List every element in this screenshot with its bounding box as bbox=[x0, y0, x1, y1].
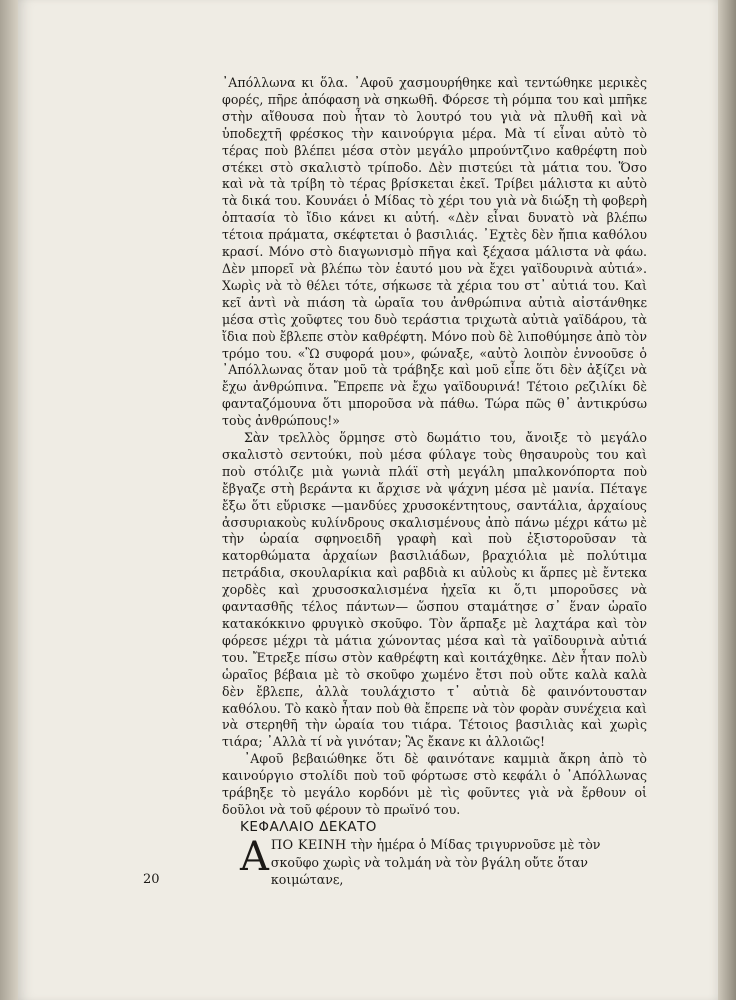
drop-cap: Α bbox=[240, 834, 269, 880]
chapter-opening bbox=[240, 836, 650, 888]
chapter-first-word: ΠΟ ΚΕΙΝΗ bbox=[270, 838, 347, 853]
page-number: 20 bbox=[143, 872, 160, 887]
chapter-first-line-rest: τὴν ἡμέρα ὁ Μίδας τριγυρνοῦσε μὲ τὸν bbox=[346, 837, 601, 852]
body-text bbox=[222, 75, 647, 819]
chapter-first-line bbox=[240, 836, 650, 854]
page-edge-left bbox=[0, 0, 18, 1000]
page-edge-right bbox=[718, 0, 736, 1000]
chapter-heading: ΚΕΦΑΛΑΙΟ ΔΕΚΑΤΟ bbox=[240, 819, 377, 835]
paragraph-1: ᾿Απόλλωνα κι ὅλα. ᾿Αφοῦ χασμουρήθηκε καὶ τεντώθηκε μερικὲς φορές, πῆρε ἀπόφαση νὰ σηκωθῆ. Φόρεσε τὴ ρόμπα του καὶ μπῆκε στὴν αἴθουσα ποὺ ἦταν τὸ λουτρό του γιὰ νὰ πλυθῆ καὶ νὰ ὑποδεχτῆ φρέσκος τὴν καινούργια μέρα. Μὰ τί εἶναι αὐτὸ τὸ τέρας ποὺ βλέπει μέσα στὸν μεγάλο μπρούντζινο καθρέφτη ποὺ στέκει στὸ σκαλιστὸ τρίποδο. Δὲν πιστεύει τὰ μάτια του. Ὅσο καὶ νὰ τὰ τρίβη τὸ τέρας βρίσκεται ἐκεῖ. Τρίβει μάλιστα κι αὐτὸ τὰ δικά του. Κουνάει ὁ Μίδας τὸ χέρι του γιὰ νὰ διώξη τὴ φοβερὴ ὀπτασία τὸ ἴδιο κάνει κι αὐτή. «Δὲν εἶναι δυνατὸ νὰ βλέπω τέτοια πράματα, σκέφτεται ὁ βασιλιάς. ᾿Εχτὲς δὲν ἤπια καθόλου κρασί. Μόνο στὸ διαγωνισμὸ πῆγα καὶ ξέχασα μάλιστα νὰ φάω. Δὲν μπορεῖ νὰ βλέπω τὸν ἑαυτό μου νὰ ἔχει γαϊδουρινὰ αὐτιά». Χωρὶς νὰ τὸ θέλει τότε, σήκωσε τὰ χέρια του στ᾿ αὐτιά του. Καὶ κεῖ ἀντὶ νὰ πιάση τὰ ὡραῖα του ἀνθρώπινα αὐτιὰ αἰστάνθηκε μέσα στὶς χοῦφτες του δυὸ τεράστια τριχωτὰ αὐτιὰ γαϊδάρου, τὰ ἴδια ποὺ ἔβλεπε στὸν καθρέφτη. Μόνο ποὺ δὲ λιποθύμησε ἀπὸ τὸν τρόμο του. «Ὢ συφορά μου», φώναξε, «αὐτὸ λοιπὸν ἐννοοῦσε ὁ ᾿Απόλλωνας ὅταν μοῦ τὰ τράβηξε καὶ μοῦ εἶπε ὅτι δὲν ἀξίζει νὰ ἔχω ἀνθρώπινα. Ἔπρεπε νὰ ἔχω γαϊδουρινά! Τέτοιο ρεζιλίκι δὲ φανταζόμουνα ὅτι μποροῦσα νὰ πάθω. Τώρα πῶς θ᾿ ἀντικρύσω τοὺς ἀνθρώπους!» bbox=[222, 75, 647, 429]
paragraph-3: ᾿Αφοῦ βεβαιώθηκε ὅτι δὲ φαινότανε καμμιὰ ἄκρη ἀπὸ τὸ καινούργιο στολίδι ποὺ τοῦ φόρτωσε στὸ κεφάλι ὁ ᾿Απόλλωνας τράβηξε τὸ μεγάλο κορδόνι μὲ τὶς φοῦντες γιὰ νὰ ἔρθουν οἱ δοῦλοι νὰ τοῦ φέρουν τὸ πρωϊνό του. bbox=[222, 751, 647, 817]
chapter-second-line: σκοῦφο χωρὶς νὰ τολμάη νὰ τὸν βγάλη οὔτε ὅταν κοιμώτανε, bbox=[270, 855, 588, 887]
paragraph-2: Σὰν τρελλὸς ὅρμησε στὸ δωμάτιο του, ἄνοιξε τὸ μεγάλο σκαλιστὸ σεντούκι, ποὺ μέσα φύλαγε τοὺς θησαυροὺς του καὶ ποὺ στόλιζε μιὰ γωνιὰ πλάϊ στὴ μεγάλη μπαλκονόπορτα ποὺ ἔβγαζε στὴ βεράντα κι ἄρχισε νὰ ψάχνη μέσα μὲ μανία. Πέταγε ἔξω ὅτι εὕρισκε —μανδύες χρυσοκέντητους, σαντάλια, ἀρχαίους ἀσσυριακοὺς κυλίνδρους σκαλισμένους ἀπὸ πάνω μέχρι κάτω μὲ τὴν ὡραία σφηνοειδῆ γραφὴ καὶ ποὺ ἐξιστοροῦσαν τὰ κατορθώματα ἀρχαίων βασιλιάδων, βραχιόλια μὲ πολύτιμα πετράδια, σκουλαρίκια καὶ ραβδιὰ κι αὐλοὺς κι ἅρπες μὲ ἔντεκα χορδὲς καὶ χρυσοσκαλισμένα ἠχεῖα κι ὅ,τι μποροῦσες νὰ φαντασθῆς τέλος πάντων— ὥσπου σταμάτησε σ᾿ ἕναν ὡραῖο κατακόκκινο φρυγικὸ σκοῦφο. Τὸν ἅρπαξε μὲ λαχτάρα καὶ τὸν φόρεσε μέχρι τὰ μάτια χώνοντας μέσα καὶ τὰ γαϊδουρινὰ αὐτιά του. Ἔτρεξε πίσω στὸν καθρέφτη καὶ κοιτάχθηκε. Δὲν ἦταν πολὺ ὡραῖος βέβαια μὲ τὸ σκοῦφο χωμένο ἔτσι ποὺ οὔτε καλὰ καλὰ δὲν ἔβλεπε, ἀλλὰ τουλάχιστο τ᾿ αὐτιὰ δὲ φαινόντουσταν καθόλου. Τὸ κακὸ ἦταν ποὺ θὰ ἔπρεπε νὰ τὸν φορὰν συνέχεια καὶ νὰ στερηθῆ τὴν ὡραία του τιάρα. Τέτοιος βασιλιὰς καὶ χωρὶς τιάρα; ᾿Αλλὰ τί νὰ γινόταν; Ἂς ἔκανε κι ἀλλοιῶς! bbox=[222, 430, 647, 750]
